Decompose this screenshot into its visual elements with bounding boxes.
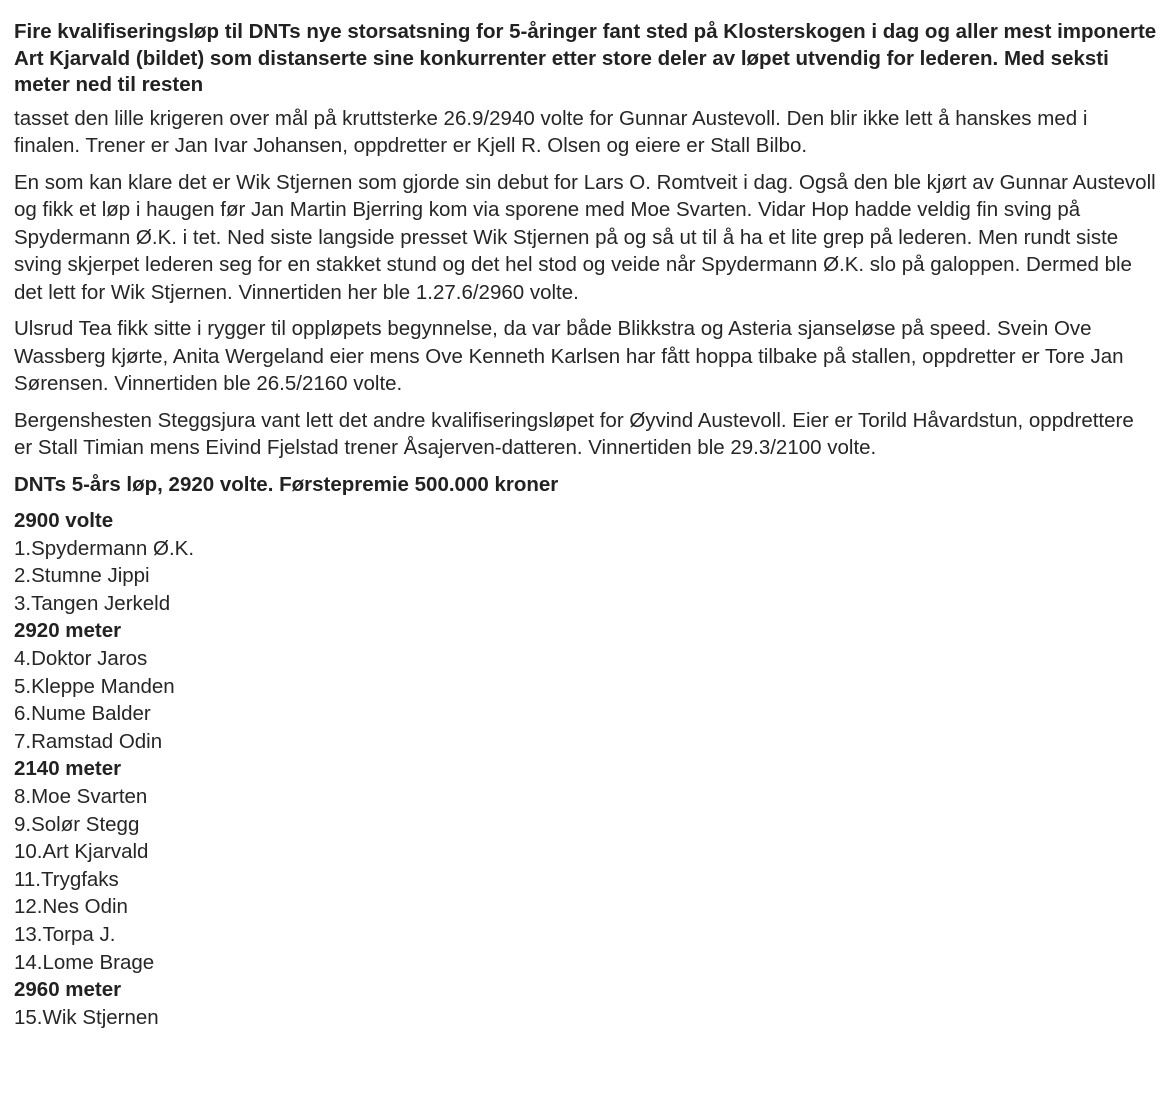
result-entry: 7.Ramstad Odin — [14, 729, 163, 753]
results-group-title: 2900 volte — [14, 509, 114, 532]
result-entry: 1.Spydermann Ø.K. — [14, 536, 195, 560]
results-group-title: 2920 meter — [14, 619, 122, 643]
result-entry: 14.Lome Brage — [14, 950, 155, 974]
result-entry: 12.Nes Odin — [14, 895, 128, 919]
result-entry: 10.Art Kjarvald — [14, 840, 149, 864]
result-entry: 3.Tangen Jerkeld — [14, 591, 171, 615]
result-entry: 4.Doktor Jaros — [14, 646, 148, 670]
article-lead: Fire kvalifiseringsløp til DNTs nye storsatsning for 5-åringer fant sted på Klosterskogen i dag og aller mest imponerte Art Kjarvald (bildet) som distanserte sine konkurrenter etter store deler av løpet utvendig for lederen. Med seksti meter ned til resten — [14, 20, 1157, 96]
result-entry: 2.Stumne Jippi — [14, 564, 150, 588]
results-group-title: 2960 meter — [14, 978, 122, 1002]
result-entry: 11.Trygfaks — [14, 867, 119, 891]
result-entry: 6.Nume Balder — [14, 702, 151, 726]
result-entry: 8.Moe Svarten — [14, 784, 148, 808]
results-list — [14, 507, 1157, 1031]
article-paragraph-4: Bergenshesten Steggsjura vant lett det andre kvalifiseringsløpet for Øyvind Austevoll. Eier er Torild Håvardstun, oppdrettere er Stall Timian mens Eivind Fjelstad trener Åsajerven-datteren. Vinnertiden ble 29.3/2100 volte. — [14, 408, 1134, 459]
result-entry: 15.Wik Stjernen — [14, 1005, 159, 1029]
result-entry: 5.Kleppe Manden — [14, 674, 175, 698]
article-paragraph-3: Ulsrud Tea fikk sitte i rygger til oppløpets begynnelse, da var både Blikkstra og Asteria sjanseløse på speed. Svein Ove Wassberg kjørte, Anita Wergeland eier mens Ove Kenneth Karlsen har fått hoppa tilbake på stallen, oppdretter er Tore Jan Sørensen. Vinnertiden ble 26.5/2160 volte. — [14, 317, 1124, 395]
results-heading: DNTs 5-års løp, 2920 volte. Førstepremie 500.000 kroner — [14, 472, 559, 496]
result-entry: 13.Torpa J. — [14, 922, 116, 946]
result-entry: 9.Solør Stegg — [14, 812, 140, 836]
results-group-title: 2140 meter — [14, 757, 122, 781]
article-paragraph-2: En som kan klare det er Wik Stjernen som gjorde sin debut for Lars O. Romtveit i dag. Også den ble kjørt av Gunnar Austevoll og fikk et løp i haugen før Jan Martin Bjerring kom via sporene med Moe Svarten. Vidar Hop hadde veldig fin sving på Spydermann Ø.K. i tet. Ned siste langside presset Wik Stjernen på og så ut til å ha et lite grep på lederen. Men rundt siste sving skjerpet lederen seg for en stakket stund og det hel stod og veide når Spydermann Ø.K. slo på galoppen. Dermed ble det lett for Wik Stjernen. Vinnertiden her ble 1.27.6/2960 volte. — [14, 170, 1156, 304]
article-paragraph-1: tasset den lille krigeren over mål på kruttsterke 26.9/2940 volte for Gunnar Austevoll. Den blir ikke lett å hanskes med i finalen. Trener er Jan Ivar Johansen, oppdretter er Kjell R. Olsen og eiere er Stall Bilbo. — [14, 106, 1088, 157]
